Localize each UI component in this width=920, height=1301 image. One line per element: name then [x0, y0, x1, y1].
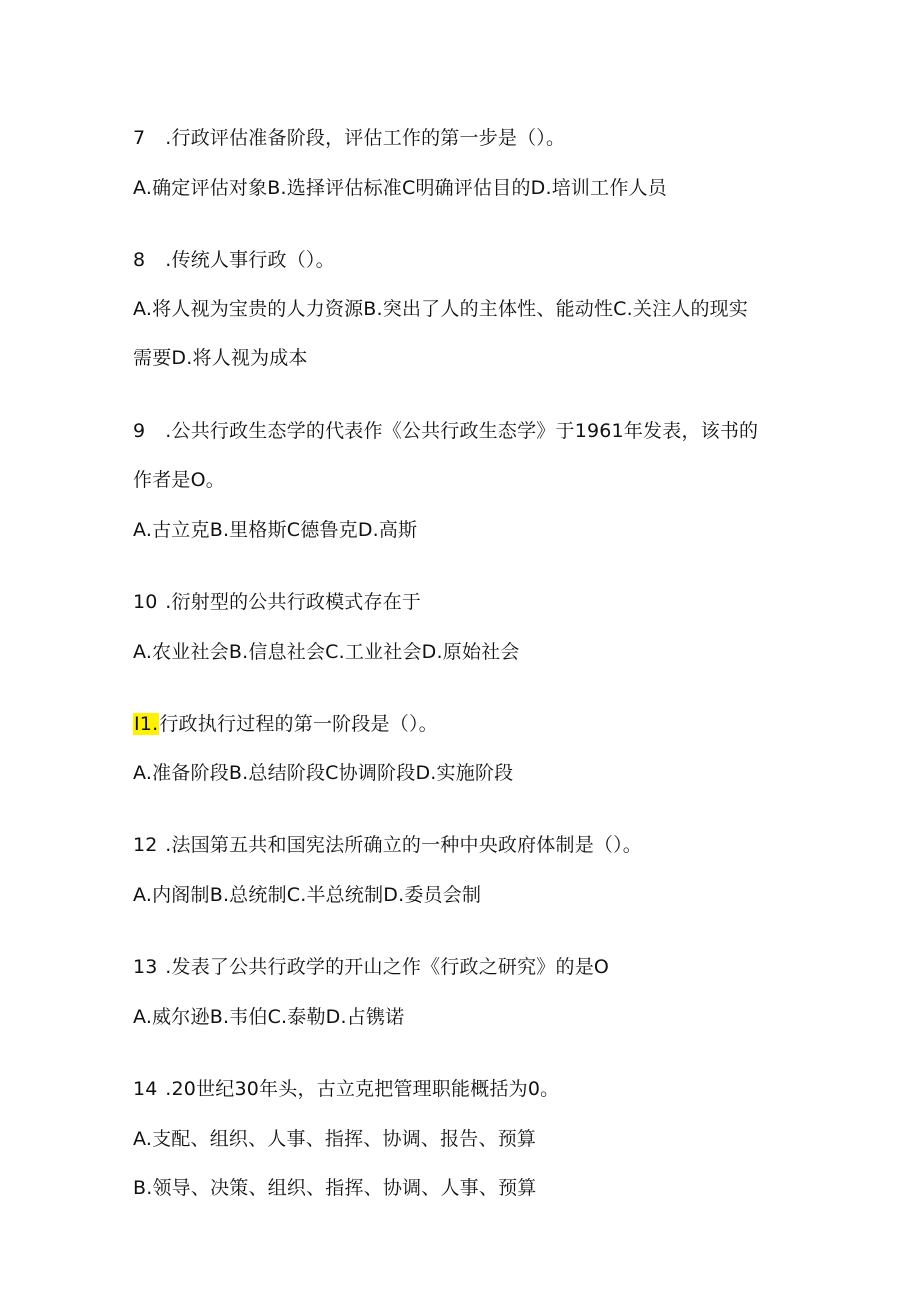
question-number: 13 — [133, 956, 158, 978]
highlighted-question-number: I1. — [134, 713, 159, 735]
question-number: 12 — [133, 834, 158, 856]
question-8-options-line-1: A.将人视为宝贵的人力资源B.突出了人的主体性、能动性C.关注人的现实 — [133, 298, 749, 320]
question-10-options: A.农业社会B.信息社会C.工业社会D.原始社会 — [133, 641, 520, 663]
question-7-options: A.确定评估对象B.选择评估标准C明确评估目的D.培训工作人员 — [133, 177, 667, 199]
question-number: 9 — [133, 420, 146, 442]
question-number: 7 — [133, 127, 146, 149]
question-14-option-a: A.支配、组织、人事、指挥、协调、报告、预算 — [133, 1128, 537, 1150]
question-11-options: A.准备阶段B.总结阶段C协调阶段D.实施阶段 — [133, 762, 514, 784]
question-7-stem — [133, 126, 565, 150]
question-12-stem — [133, 833, 642, 857]
question-13-options: A.威尔逊B.韦伯C.泰勒D.占镌诺 — [133, 1006, 405, 1028]
question-14-stem — [133, 1077, 559, 1101]
question-9-options: A.古立克B.里格斯C德鲁克D.高斯 — [133, 519, 418, 541]
question-number: 10 — [133, 591, 158, 613]
question-text: 行政执行过程的第一阶段是（）。 — [159, 713, 438, 735]
question-text: .法国第五共和国宪法所确立的一种中央政府体制是（）。 — [165, 834, 642, 856]
question-10-stem — [133, 590, 421, 614]
question-text: .传统人事行政（）。 — [165, 249, 335, 271]
question-11-stem — [133, 712, 438, 736]
question-text: .衍射型的公共行政模式存在于 — [165, 591, 422, 613]
question-9-stem — [133, 419, 758, 443]
question-8-options-line-2: 需要D.将人视为成本 — [133, 347, 308, 369]
question-text: .20世纪30年头，古立克把管理职能概括为0。 — [165, 1078, 560, 1100]
question-number: 8 — [133, 249, 146, 271]
question-9-stem-continued: 作者是O。 — [133, 469, 225, 491]
question-text: .行政评估准备阶段，评估工作的第一步是（）。 — [165, 127, 566, 149]
question-8-stem — [133, 248, 335, 272]
question-12-options: A.内阁制B.总统制C.半总统制D.委员会制 — [133, 884, 482, 906]
question-13-stem — [133, 955, 609, 979]
question-text: .公共行政生态学的代表作《公共行政生态学》于1961年发表，该书的 — [165, 420, 759, 442]
question-14-option-b: B.领导、决策、组织、指挥、协调、人事、预算 — [133, 1177, 537, 1199]
question-number: 14 — [133, 1078, 158, 1100]
question-text: .发表了公共行政学的开山之作《行政之研究》的是O — [165, 956, 610, 978]
